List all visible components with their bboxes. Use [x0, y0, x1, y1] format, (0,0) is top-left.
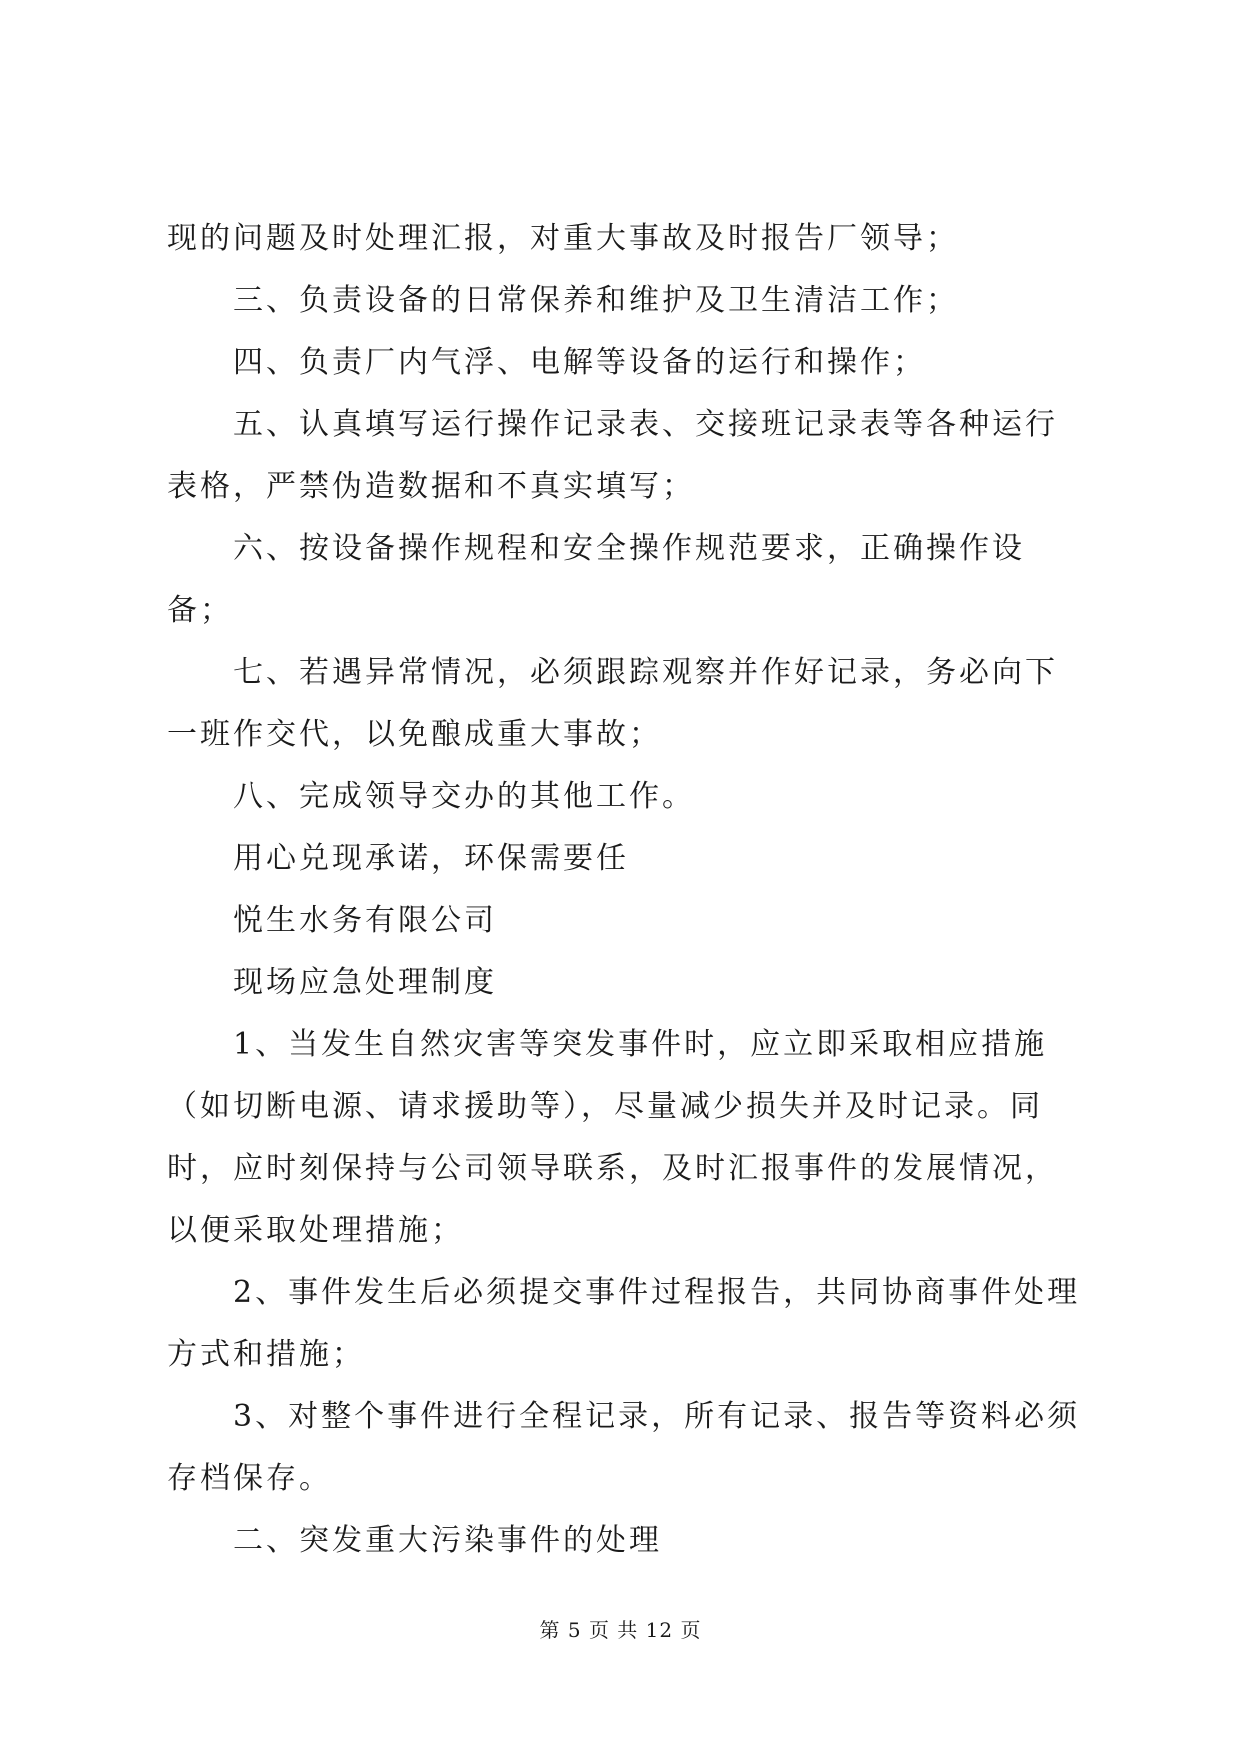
- paragraph-duty-4: 四、负责厂内气浮、电解等设备的运行和操作；: [233, 345, 926, 380]
- paragraph-duty-8: 八、完成领导交办的其他工作。: [233, 779, 695, 814]
- paragraph-duty-3: 三、负责设备的日常保养和维护及卫生清洁工作；: [233, 283, 959, 318]
- paragraph-duty-continued: 现的问题及时处理汇报，对重大事故及时报告厂领导；: [167, 221, 959, 256]
- paragraph-duty-5: 五、认真填写运行操作记录表、交接班记录表等各种运行表格，严禁伪造数据和不真实填写；: [167, 407, 1058, 504]
- page-footer: 第 5 页 共 12 页: [539, 1618, 702, 1642]
- subsection-heading: 二、突发重大污染事件的处理: [233, 1523, 662, 1558]
- paragraph-procedure-3: 3、对整个事件进行全程记录，所有记录、报告等资料必须存档保存。: [167, 1399, 1081, 1496]
- paragraph-duty-7: 七、若遇异常情况，必须跟踪观察并作好记录，务必向下一班作交代，以免酿成重大事故；: [167, 655, 1058, 752]
- section-title: 现场应急处理制度: [233, 965, 497, 1000]
- slogan: 用心兑现承诺，环保需要任: [233, 841, 629, 876]
- paragraph-procedure-1: 1、当发生自然灾害等突发事件时，应立即采取相应措施（如切断电源、请求援助等），尽量减少损失并及时记录。同时，应时刻保持与公司领导联系，及时汇报事件的发展情况，以便采取处理措施；: [167, 1027, 1058, 1248]
- document-body: [167, 208, 1087, 1572]
- company-name: 悦生水务有限公司: [233, 903, 497, 938]
- paragraph-procedure-2: 2、事件发生后必须提交事件过程报告，共同协商事件处理方式和措施；: [167, 1275, 1081, 1372]
- paragraph-duty-6: 六、按设备操作规程和安全操作规范要求，正确操作设备；: [167, 531, 1025, 628]
